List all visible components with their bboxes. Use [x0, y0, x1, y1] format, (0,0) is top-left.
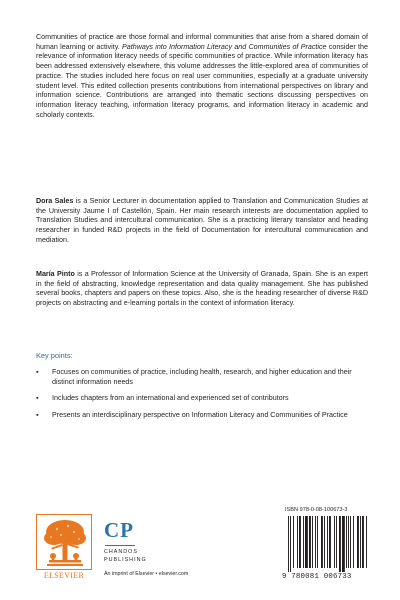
intro-text-start: Communities of practice are those formal and informal communities that arise from a shared domain of human learning or activity.	[36, 33, 368, 51]
author-name: Dora Sales	[36, 197, 74, 205]
key-point-item	[36, 394, 366, 404]
elsevier-tree-emblem	[36, 514, 92, 570]
book-title-italic: Pathways into Information Literacy and Communities of Practice	[122, 42, 327, 51]
chandos-publishing-logo	[104, 518, 164, 568]
author-bio-text: is a Senior Lecturer in documentation applied to Translation and Communication Studies at the University Jaume I of Castellón, Spain. Her main research interests are documentation applied to Translation Studies and intercultural communication. She is a practicing literary translator and heading researcher in funded R&D projects in the field of Documentation for intercultural communication and mediation.	[36, 197, 368, 244]
key-point-text: Focuses on communities of practice, including health, research, and higher education and their distinct information needs	[52, 368, 352, 386]
elsevier-tree-icon	[41, 518, 89, 568]
key-points-list	[36, 368, 366, 420]
chandos-publishing-label: PUBLISHING	[104, 557, 147, 563]
chandos-name: CHANDOS	[104, 549, 138, 555]
barcode-icon	[282, 516, 368, 572]
barcode-digits: 9 780081 006733	[282, 573, 352, 581]
key-points-heading: Key points:	[36, 351, 73, 360]
elsevier-logo	[36, 514, 92, 582]
elsevier-wordmark: ELSEVIER	[43, 571, 85, 580]
bullet-square-icon: ▪	[36, 368, 39, 376]
author-bio-text: is a Professor of Information Science at the University of Granada, Spain. She is an expert in the field of abstracting, knowledge representation and data quality management. She has published several books, chapters and papers on these topics. Also, she is the heading researcher of diverse R&D projects on abstracting and e-learning portals in the context of information literacy.	[36, 270, 368, 308]
key-point-item	[36, 368, 366, 387]
isbn-label: ISBN 978-0-08-100673-3	[285, 507, 348, 513]
author-bio-maria-pinto	[36, 270, 368, 309]
key-point-text: Includes chapters from an international and experienced set of contributors	[52, 394, 289, 403]
chandos-cp-mark: CP	[104, 518, 134, 542]
intro-text-end: consider the relevance of information literacy needs of specific communities of practice. While information literacy has been addressed extensively elsewhere, this volume addresses the little-explored area of communities of practice. The studies included here focus on real user communities, especially at a graduate university student level. This edited collection presents contributions from international perspectives on library and information science. Contributions are arranged into thematic sections discussing perspectives on information literacy teaching, information literacy programs, and information literacy in academic and scholarly contexts.	[36, 42, 368, 119]
intro-paragraph	[36, 33, 368, 120]
key-point-item	[36, 411, 366, 421]
imprint-line: An imprint of Elsevier • elsevier.com	[104, 571, 189, 577]
key-point-text: Presents an interdisciplinary perspective on Information Literacy and Communities of Practice	[52, 410, 348, 419]
isbn-barcode	[282, 516, 368, 582]
chandos-divider	[105, 545, 135, 546]
bullet-square-icon: ▪	[36, 394, 39, 403]
bullet-square-icon: ▪	[36, 410, 39, 419]
author-name: María Pinto	[36, 270, 75, 278]
author-bio-dora-sales	[36, 197, 368, 246]
